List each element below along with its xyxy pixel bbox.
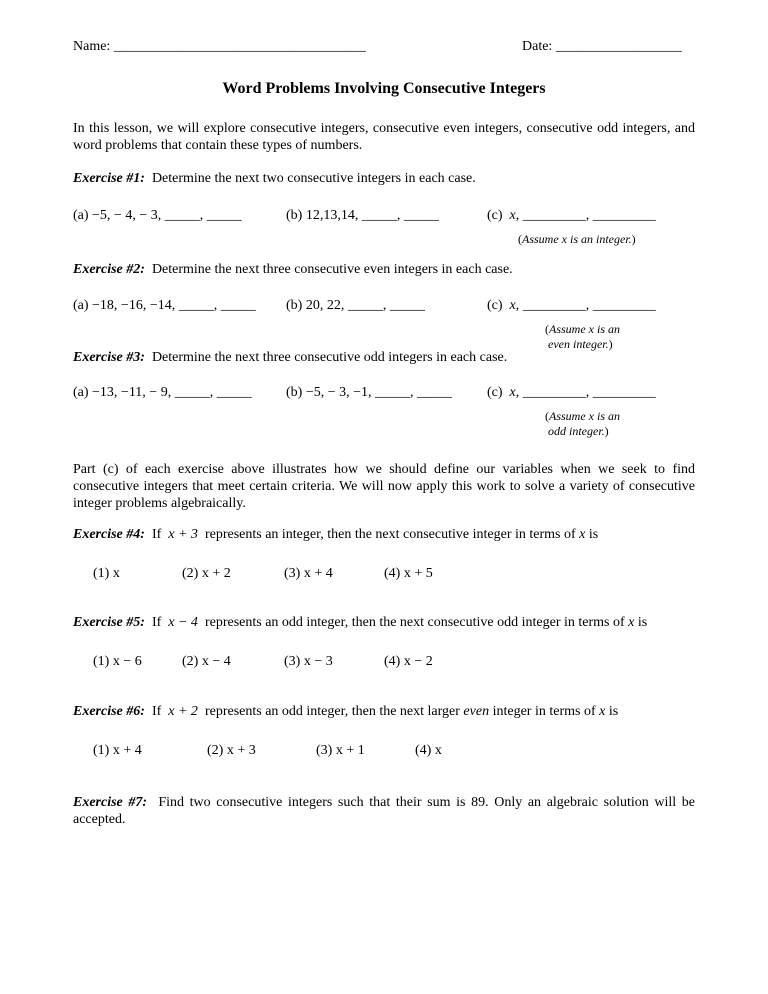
exercise-3-part-a: (a) −13, −11, − 9, _____, _____ bbox=[73, 385, 252, 400]
exercise-2-note: (Assume x is an even integer.) bbox=[545, 322, 620, 351]
exercise-4-choice-3[interactable]: (3) x + 4 bbox=[284, 566, 333, 581]
exercise-4-expression: x + 3 bbox=[168, 527, 198, 542]
exercise-3-note: (Assume x is an odd integer.) bbox=[545, 409, 620, 438]
date-field[interactable]: Date: __________________ bbox=[522, 39, 682, 54]
page-title: Word Problems Involving Consecutive Integers bbox=[222, 80, 546, 97]
part-c-blanks: , _________, _________ bbox=[515, 208, 656, 223]
exercise-5-choice-2[interactable]: (2) x − 4 bbox=[182, 654, 231, 669]
exercise-2-label: Exercise #2: bbox=[73, 262, 145, 277]
exercise-1-prompt: Determine the next two consecutive integers in each case. bbox=[151, 171, 476, 186]
exercise-5-choice-3[interactable]: (3) x − 3 bbox=[284, 654, 333, 669]
exercise-1-part-a: (a) −5, − 4, − 3, _____, _____ bbox=[73, 208, 242, 223]
exercise-3-heading bbox=[73, 350, 507, 366]
exercise-6-label: Exercise #6: bbox=[73, 704, 145, 719]
exercise-6-choice-3[interactable]: (3) x + 1 bbox=[316, 743, 365, 758]
exercise-5-choice-4[interactable]: (4) x − 2 bbox=[384, 654, 433, 669]
exercise-1-part-b: (b) 12,13,14, _____, _____ bbox=[286, 208, 439, 223]
exercise-7-prompt: Find two consecutive integers such that their sum is 89. Only an algebraic solution will be accepted. bbox=[73, 795, 695, 827]
exercise-2-part-a: (a) −18, −16, −14, _____, _____ bbox=[73, 298, 256, 313]
exercise-5-label: Exercise #5: bbox=[73, 615, 145, 630]
exercise-3-part-b: (b) −5, − 3, −1, _____, _____ bbox=[286, 385, 453, 400]
intro-paragraph: In this lesson, we will explore consecutive integers, consecutive even integers, consecutive odd integers, and word problems that contain these types of numbers. bbox=[73, 121, 695, 153]
exercise-3-part-c: (c) x, _________, _________ bbox=[487, 385, 656, 400]
exercise-7-label: Exercise #7: bbox=[73, 795, 148, 810]
part-c-paragraph: Part (c) of each exercise above illustrates how we should define our variables when we seek to find consecutive integers that meet certain criteria. We will now apply this work to solve a variety of consecutive integer problems algebraically. bbox=[73, 462, 695, 511]
exercise-6-expression: x + 2 bbox=[168, 704, 198, 719]
exercise-4-choice-1[interactable]: (1) x bbox=[93, 566, 120, 581]
exercise-4-choice-2[interactable]: (2) x + 2 bbox=[182, 566, 231, 581]
exercise-6-choice-1[interactable]: (1) x + 4 bbox=[93, 743, 142, 758]
exercise-4-question: Exercise #4: If x + 3 represents an integer, then the next consecutive integer in terms of x is bbox=[73, 527, 599, 542]
exercise-3-label: Exercise #3: bbox=[73, 350, 145, 365]
exercise-3-prompt: Determine the next three consecutive odd integers in each case. bbox=[151, 350, 508, 365]
exercise-1-note: (Assume x is an integer.) bbox=[518, 232, 636, 246]
part-c-label: (c) bbox=[487, 208, 503, 223]
exercise-1-label: Exercise #1: bbox=[73, 171, 145, 186]
exercise-6-choice-2[interactable]: (2) x + 3 bbox=[207, 743, 256, 758]
exercise-5-choice-1[interactable]: (1) x − 6 bbox=[93, 654, 142, 669]
exercise-2-part-c: (c) x, _________, _________ bbox=[487, 298, 656, 313]
part-c-variable: x bbox=[509, 208, 516, 223]
exercise-2-heading bbox=[73, 262, 513, 278]
exercise-1-part-c bbox=[487, 208, 656, 224]
exercise-4-label: Exercise #4: bbox=[73, 527, 145, 542]
exercise-6-question: Exercise #6: If x + 2 represents an odd integer, then the next larger even integer in terms of x is bbox=[73, 704, 619, 719]
exercise-4-choice-4[interactable]: (4) x + 5 bbox=[384, 566, 433, 581]
name-field[interactable]: Name: ____________________________________ bbox=[73, 39, 366, 54]
exercise-5-expression: x − 4 bbox=[168, 615, 198, 630]
exercise-2-prompt: Determine the next three consecutive even integers in each case. bbox=[151, 262, 513, 277]
exercise-1-heading bbox=[73, 171, 476, 187]
exercise-6-choice-4[interactable]: (4) x bbox=[415, 743, 442, 758]
exercise-5-question: Exercise #5: If x − 4 represents an odd integer, then the next consecutive odd integer in terms of x is bbox=[73, 615, 648, 630]
exercise-2-part-b: (b) 20, 22, _____, _____ bbox=[286, 298, 425, 313]
exercise-7-question bbox=[73, 794, 695, 828]
